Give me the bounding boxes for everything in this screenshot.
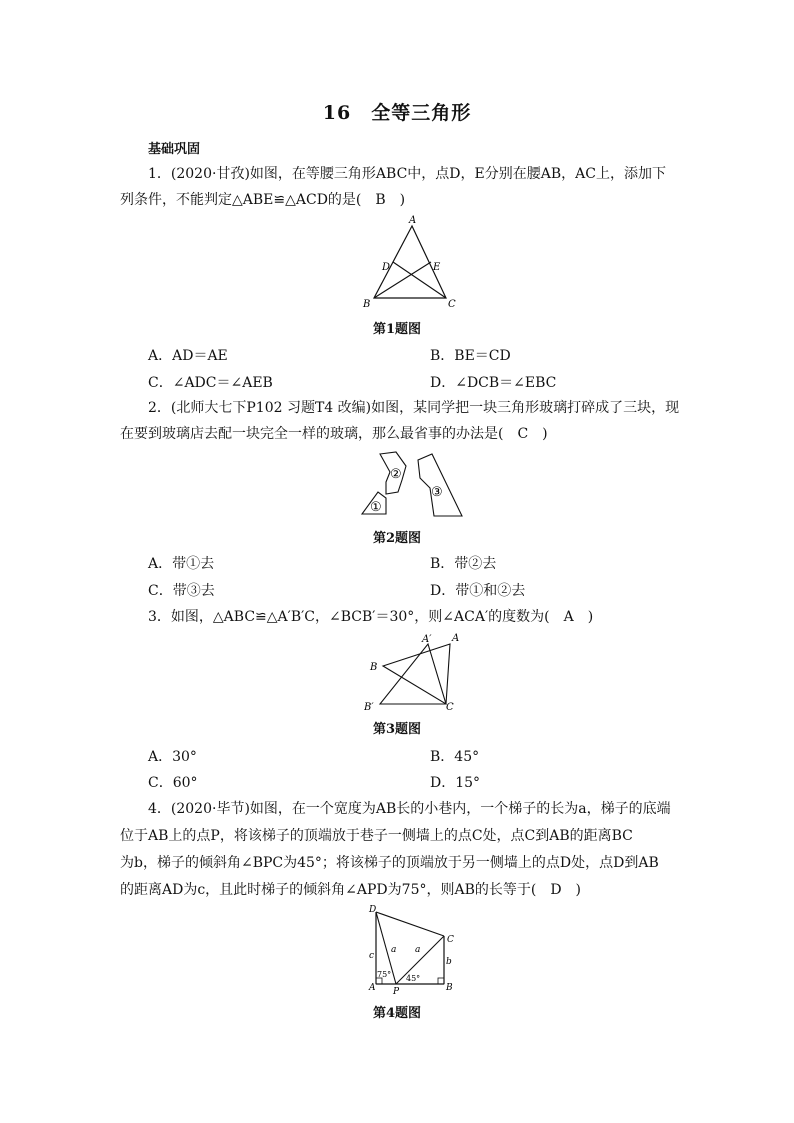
q3-label-a: A [452,633,460,644]
q4-line4: 的距离AD为c，且此时梯子的倾斜角∠APD为75°，则AB的长等于( D ) [120,882,582,898]
q4-right-angle-b [438,978,444,984]
q3-label-c: C [446,702,454,712]
q4-label-c: C [447,935,454,945]
q1-label-b: B [363,299,371,310]
q3-triangle-a2b2c [380,644,446,704]
q1-line2: 列条件，不能判定△ABE≌△ACD的是( B ) [120,192,406,208]
q1-caption: 第1题图 [372,322,422,337]
q1-option-d: D．∠DCB＝∠EBC [430,375,557,391]
q3-figure [364,632,474,712]
q3-option-a: A．30° [148,749,197,765]
q4-label-a: A [369,983,376,993]
q1-option-a: A．AD＝AE [148,348,228,364]
q1-label-c: C [448,299,456,310]
q4-label-b-side: b [446,957,452,967]
q1-line1: 1．(2020·甘孜)如图，在等腰三角形ABC中，点D，E分别在腰AB，AC上，添加下 [148,166,666,182]
q2-caption: 第2题图 [372,531,422,546]
q4-figure [360,904,460,996]
q2-label-1: ① [370,500,382,515]
q4-label-d: D [369,905,377,915]
q2-option-a: A．带①去 [148,556,215,572]
q2-label-3: ③ [431,485,443,500]
q3-line1: 3．如图，△ABC≌△A′B′C，∠BCB′＝30°，则∠ACA′的度数为( A ) [148,609,594,625]
q1-figure [360,214,460,314]
q2-option-b: B．带②去 [430,556,497,572]
q3-option-d: D．15° [430,775,481,791]
q2-line1: 2．(北师大七下P102 习题T4 改编)如图，某同学把一块三角形玻璃打碎成了三块，现 [148,400,680,416]
q3-label-a-prime: A′ [422,634,432,645]
q3-label-b: B [370,662,378,673]
q2-figure [356,448,468,522]
q3-option-b: B．45° [430,749,480,765]
q4-label-c-side: c [369,951,375,961]
q4-segment-dc [376,912,444,936]
q2-option-d: D．带①和②去 [430,583,526,599]
q1-label-a: A [409,215,417,226]
q1-label-e: E [433,262,441,273]
q1-option-c: C．∠ADC＝∠AEB [148,375,273,391]
q2-label-2: ② [390,467,402,482]
q4-label-a-right: a [415,945,421,955]
q4-line2: 位于AB上的点P，将该梯子的顶端放于巷子一侧墙上的点C处，点C到AB的距离BC [120,828,633,844]
q4-label-p: P [393,987,400,996]
q1-label-d: D [382,262,391,273]
q4-caption: 第4题图 [372,1006,422,1021]
q3-option-c: C．60° [148,775,198,791]
q4-angle-45: 45° [406,974,421,983]
q3-triangle-abc [383,644,450,704]
q4-line1: 4．(2020·毕节)如图，在一个宽度为AB长的小巷内，一个梯子的长为a，梯子的底端 [148,801,671,817]
q2-line2: 在要到玻璃店去配一块完全一样的玻璃，那么最省事的办法是( C ) [120,426,548,442]
section-heading: 基础巩固 [148,142,201,157]
q2-option-c: C．带③去 [148,583,215,599]
q4-label-b: B [446,983,453,993]
q4-line3: 为b，梯子的倾斜角∠BPC为45°；将该梯子的顶端放于另一侧墙上的点D处，点D到AB [120,855,659,871]
q4-label-a-left: a [391,945,397,955]
q3-label-b-prime: B′ [364,702,374,712]
page-title: 16 全等三角形 [322,102,472,124]
q4-angle-75: 75° [377,970,392,979]
q3-caption: 第3题图 [372,722,422,737]
q1-option-b: B．BE＝CD [430,348,511,364]
